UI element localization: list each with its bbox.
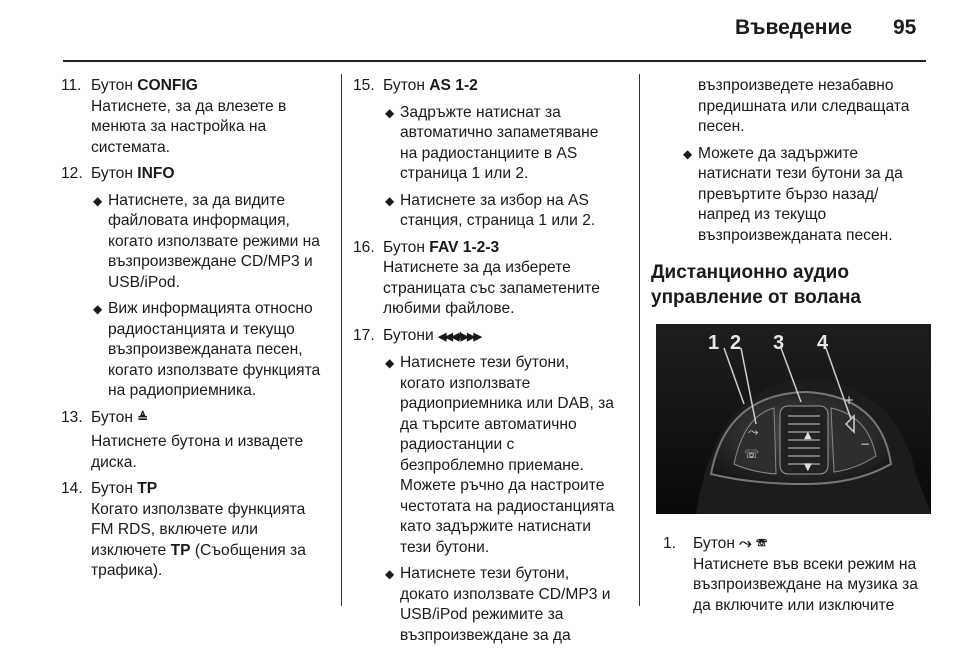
text-line: USB/iPod режимите за <box>400 606 564 623</box>
svg-text:☏: ☏ <box>744 447 760 461</box>
eject-icon: ≜ <box>137 409 149 425</box>
heading-line: управление от волана <box>651 287 861 308</box>
key-name: AS 1-2 <box>429 77 478 94</box>
bullet-item <box>383 191 629 232</box>
text-line: възпроизвеждане на музика за <box>693 576 918 593</box>
text-line: на радиостанциите в AS <box>400 144 578 162</box>
bullet-item <box>383 103 629 185</box>
item-label: Бутон <box>693 535 740 552</box>
text-line: безпроблемно приемане. <box>400 456 584 474</box>
text-line: възпроизведете незабавно <box>698 77 894 94</box>
text-line: станция, страница 1 или 2. <box>400 212 596 229</box>
text-line: Натиснете бутона и извадете <box>91 433 304 450</box>
text-line: Натиснете, за да видите <box>108 191 286 209</box>
heading-line: Дистанционно аудио <box>651 262 849 283</box>
text-line: менюта за настройка на <box>91 118 267 135</box>
text-line: на радиоприемника. <box>108 382 257 399</box>
text-line: Задръжте натиснат за <box>400 103 561 121</box>
key-name: FAV 1-2-3 <box>429 238 500 256</box>
section-heading <box>651 260 931 310</box>
callout-label-1: 1 <box>708 332 720 354</box>
svg-text:−: − <box>860 437 871 451</box>
item-12 <box>61 164 331 402</box>
bullet-item <box>91 191 331 294</box>
bullet-icon: ◆ <box>385 193 395 208</box>
svg-text:▼: ▼ <box>804 462 812 473</box>
column-2 <box>353 76 629 652</box>
svg-text:+: + <box>844 393 855 407</box>
column-divider-1 <box>341 74 342 606</box>
text-line: Натиснете за избор на AS <box>400 191 589 209</box>
item-number: 16. <box>353 238 375 256</box>
bullet-icon: ◆ <box>683 146 693 161</box>
continued-text <box>651 76 931 138</box>
text-line: песен. <box>698 118 745 135</box>
text-line: страницата със запаметените <box>383 279 600 297</box>
column-divider-2 <box>639 74 640 606</box>
item-11 <box>61 76 331 158</box>
text-line: любими файлове. <box>383 300 515 317</box>
text-line: USB/iPod. <box>108 273 180 291</box>
key-name: TP <box>137 480 158 497</box>
item-14 <box>61 479 331 582</box>
item-label: Бутон <box>91 77 138 94</box>
callout-label-4: 4 <box>817 332 829 354</box>
steering-controls-photo <box>656 324 931 514</box>
text-line: когато използвате функцията <box>108 361 321 379</box>
steering-controls-illustration <box>656 324 931 514</box>
item-number: 12. <box>61 165 83 182</box>
seek-icon: ◀◀◀ / ▶▶▶ <box>437 330 480 343</box>
item-label: Бутони <box>383 326 438 344</box>
mute-phone-icon: ⤳ ☏ <box>739 535 768 552</box>
column-1 <box>61 76 331 588</box>
text-line: Натиснете за да изберете <box>383 259 571 276</box>
text-line: предишната или следващата <box>698 97 910 115</box>
text-line: като задържите натиснати <box>400 518 591 535</box>
text-line: автоматично запаметяване <box>400 124 599 141</box>
text-line: страница 1 или 2. <box>400 165 529 182</box>
text-line: когато използвате режими на <box>108 232 320 250</box>
item-number: 15. <box>353 77 375 94</box>
item-15 <box>353 76 629 232</box>
text-line: Можете да задържите <box>698 144 859 162</box>
text-line: Виж информацията относно <box>108 300 313 317</box>
key-name: INFO <box>137 165 175 182</box>
text-line: възпроизвеждане CD/MP3 и <box>108 253 313 270</box>
text-line: радиоприемника или DAB, за <box>400 395 614 412</box>
text-line: когато използвате <box>400 374 531 392</box>
bullet-item <box>383 564 629 646</box>
item-label: Бутон <box>91 408 138 426</box>
item-label: Бутон <box>91 480 138 497</box>
text-fragment: изключете <box>91 541 171 559</box>
text-line: диска. <box>91 453 137 471</box>
text-line: FM RDS, включете или <box>91 521 258 538</box>
item-number: 11. <box>61 77 82 94</box>
page-number: 95 <box>893 16 917 39</box>
text-line: напред из текущо <box>698 206 827 223</box>
bullet-icon: ◆ <box>385 356 395 370</box>
svg-text:▲: ▲ <box>804 430 812 441</box>
column-3 <box>651 76 931 616</box>
bullet-icon: ◆ <box>93 193 103 208</box>
text-line: тези бутони. <box>400 538 490 556</box>
header-rule <box>63 60 926 62</box>
key-name: TP <box>170 541 191 559</box>
text-line: честотата на радиостанцията <box>400 497 615 515</box>
key-name: CONFIG <box>137 77 198 94</box>
text-line: да включите или изключите <box>693 596 895 614</box>
text-line: възпроизвеждане за да <box>400 626 571 644</box>
bullet-icon: ◆ <box>385 105 395 120</box>
text-line: радиостанции с <box>400 436 515 453</box>
callout-label-3: 3 <box>773 332 785 354</box>
text-line: системата. <box>91 138 170 156</box>
item-label: Бутон <box>91 165 138 182</box>
text-line: Натиснете, за да влезете в <box>91 97 287 115</box>
text-line: Можете ръчно да настроите <box>400 477 605 494</box>
text-line: докато използвате CD/MP3 и <box>400 585 611 603</box>
item-1 <box>663 534 931 616</box>
chapter-title: Въведение <box>735 16 853 39</box>
text-line: Натиснете тези бутони, <box>400 354 570 371</box>
text-line: трафика). <box>91 562 163 579</box>
text-line: натиснати тези бутони за да <box>698 165 903 182</box>
text-line: радиостанцията и текущо <box>108 320 295 338</box>
item-number: 14. <box>61 480 83 497</box>
text-line: Натиснете тези бутони, <box>400 565 570 582</box>
bullet-icon: ◆ <box>385 567 395 581</box>
item-number: 1. <box>663 535 677 552</box>
text-line: Когато използвате функцията <box>91 500 306 518</box>
text-line: възпроизвежданата песен, <box>108 341 303 358</box>
callout-label-2: 2 <box>730 332 742 354</box>
item-17 <box>353 326 629 647</box>
text-line: Натиснете във всеки режим на <box>693 555 917 573</box>
item-13 <box>61 408 331 474</box>
bullet-item <box>91 299 331 402</box>
text-line: превъртите бързо назад/ <box>698 185 879 203</box>
bullet-item <box>383 353 629 558</box>
item-label: Бутон <box>383 77 430 94</box>
text-line: да търсите автоматично <box>400 415 577 433</box>
text-line: възпроизвежданата песен. <box>698 226 893 244</box>
item-number: 17. <box>353 326 375 344</box>
svg-text:⤳: ⤳ <box>748 425 759 440</box>
text-fragment: (Съобщения за <box>190 541 306 559</box>
bullet-icon: ◆ <box>93 302 103 316</box>
item-16 <box>353 238 629 320</box>
item-label: Бутон <box>383 238 430 256</box>
item-number: 13. <box>61 408 83 426</box>
bullet-item <box>651 144 931 247</box>
text-line: файловата информация, <box>108 212 290 229</box>
